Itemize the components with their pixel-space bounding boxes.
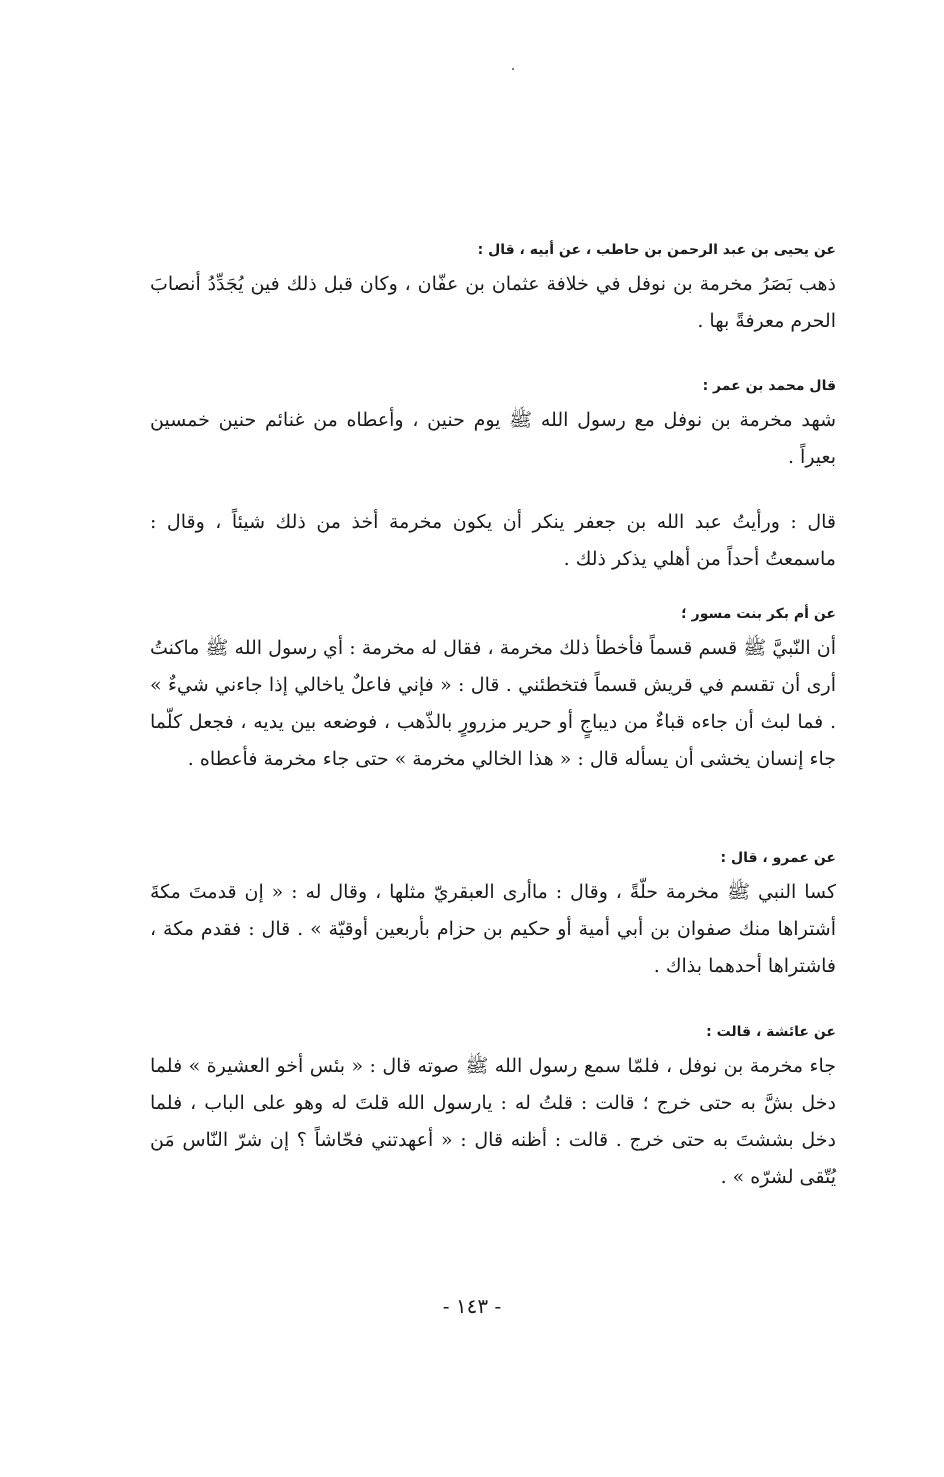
section-3 [150,504,836,578]
section-text: شهد مخرمة بن نوفل مع رسول الله ﷺ يوم حنين ، وأعطاه من غنائم حنين خمسين بعيراً . [150,409,836,468]
page-content [150,0,836,1477]
section-heading: عن عائشة ، قالت : [706,1024,836,1040]
section-text: كسا النبي ﷺ مخرمة حلّةً ، وقال : ماأرى العبقريّ مثلها ، وقال له : « إن قدمتَ مكةَ أشتراها منك صفوان بن أبي أمية أو حكيم بن حزام بأربعين أوقيّة » . قال : فقدم مكة ، فاشتراها أحدهما بذاك . [150,881,836,977]
section-text: قال : ورأيتُ عبد الله بن جعفر ينكر أن يكون مخرمة أخذ من ذلك شيئاً ، وقال : ماسمعتُ أحداً من أهلي يذكر ذلك . [150,511,836,570]
section-heading: عن أم بكر بنت مسور ؛ [681,606,836,622]
section-text: ذهب بَصَرُ مخرمة بن نوفل في خلافة عثمان بن عفّان ، وكان قبل ذلك فين يُجَدِّدُ أنصابَ الحرم معرفةً بها . [150,273,836,332]
section-1 [150,238,836,340]
page-number: - ١٤٣ - [442,1294,502,1318]
section-text: أن النّبيَّ ﷺ قسم قسماً فأخطأ ذلك مخرمة ، فقال له مخرمة : أي رسول الله ﷺ ماكنتُ أرى أن تقسم في قريش قسماً فتخطئني . قال : « فإني فاعلٌ ياخالي إذا جاءني شيءٌ » . فما لبث أن جاءه قباءٌ من ديباجٍ أو حرير مزرورٍ بالذّهب ، فوضعه بين يديه ، فجعل كلّما جاء إنسان يخشى أن يسأله قال : « هذا الخالي مخرمة » حتى جاء مخرمة فأعطاه . [150,637,836,770]
section-2 [150,374,836,476]
section-heading: قال محمد بن عمر : [702,378,836,394]
section-5 [150,846,836,985]
section-text: جاء مخرمة بن نوفل ، فلمّا سمع رسول الله ﷺ صوته قال : « بئس أخو العشيرة » فلما دخل بشَّ به حتى خرج ؛ قالت : قلتُ له : يارسول الله قلتَ له وهو على الباب ، فلما دخل بششتَ به حتى خرج . قالت : أظنه قال : « أعهدتني فحّاشاً ؟ إن شرّ النّاس مَن يُتّقى لشرّه » . [150,1055,836,1188]
section-heading: عن عمرو ، قال : [720,850,836,866]
section-heading: عن يحيى بن عبد الرحمن بن حاطب ، عن أبيه ، قال : [477,242,836,258]
section-6 [150,1020,836,1196]
section-4 [150,602,836,778]
